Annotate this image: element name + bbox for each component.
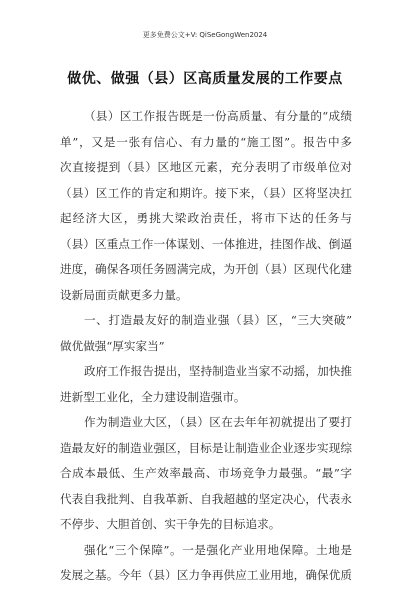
body-line: 做优做强“厚实家当” xyxy=(60,338,165,353)
body-line: 政府工作报告提出，坚持制造业当家不动摇，加快推 xyxy=(84,364,352,378)
body-line: 单”，又是一张有信心、有力量的“施工图”。报告中多 xyxy=(60,134,352,149)
body-line: 起经济大区，勇挑大梁政治责任，将市下达的任务与 xyxy=(60,211,352,225)
document-title: 做优、做强（县）区高质量发展的工作要点 xyxy=(67,71,343,87)
body-line: 进新型工业化，全力建设制造强市。 xyxy=(60,389,246,404)
body-line: 不停步、大胆首创、实干争先的目标追求。 xyxy=(60,517,281,531)
body-line: 合成本最低、生产效率最高、市场竞争力最强。“最”字 xyxy=(60,466,352,480)
body-line: 进度，确保各项任务圆满完成，为开创（县）区现代化建 xyxy=(60,262,352,276)
body-line: 设新局面贡献更多力量。 xyxy=(60,287,188,302)
body-line: 造最友好的制造业强区，目标是让制造业企业逐步实现综 xyxy=(60,440,352,455)
body-line: （县）区重点工作一体谋划、一体推进，挂图作战、倒逼 xyxy=(60,236,352,251)
body-line: 次直接提到（县）区地区元素，充分表明了市级单位对 xyxy=(60,160,352,174)
body-line: 强化“三个保障”。一是强化产业用地保障。土地是 xyxy=(84,542,352,557)
body-line: 一、打造最友好的制造业强（县）区，“三大突破” xyxy=(84,313,352,327)
body-line: （县）区工作的肯定和期许。接下来，（县）区将坚决扛 xyxy=(60,185,352,200)
header-note: 更多免费公文+V: QiSeGongWen2024 xyxy=(142,31,268,39)
body-line: 代表自我批判、自我革新、自我超越的坚定决心，代表永 xyxy=(60,491,352,506)
body-line: 作为制造业大区，（县）区在去年年初就提出了要打 xyxy=(84,415,352,429)
body-line: 发展之基。今年（县）区力争再供应工业用地，确保优质 xyxy=(60,568,352,582)
document-body xyxy=(60,104,352,589)
body-line: （县）区工作报告既是一份高质量、有分量的“成绩 xyxy=(84,109,352,123)
